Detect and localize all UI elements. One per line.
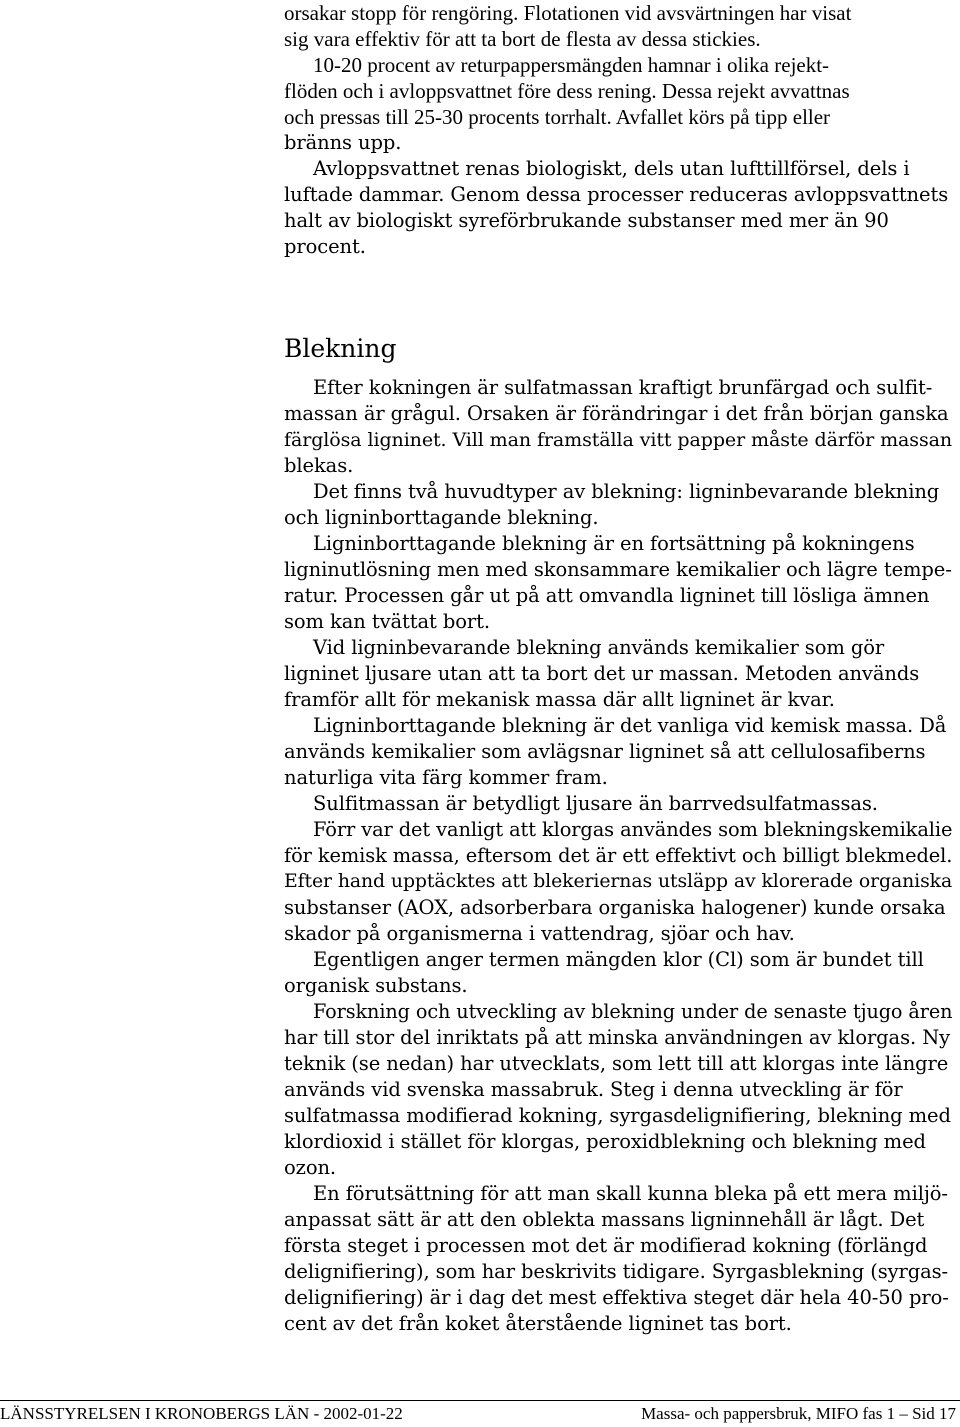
text-line: sulfatmassa modifierad kokning, syrgasdelignifiering, blekning med (284, 1104, 951, 1127)
text-line: cent av det från koket återstående ligninet tas bort. (284, 1312, 792, 1335)
text-line: substanser (AOX, adsorberbara organiska halogener) kunde orsaka (284, 896, 946, 919)
text-line: Avloppsvattnet renas biologiskt, dels utan lufttillförsel, dels i (313, 157, 910, 180)
text-line: klordioxid i stället för klorgas, peroxidblekning och blekning med (284, 1130, 926, 1153)
text-line: färglösa ligninet. Vill man framställa vitt papper måste därför massan (284, 429, 953, 451)
text-line: och ligninborttagande blekning. (284, 506, 599, 529)
text-line: sig vara effektiv för att ta bort de flesta av dessa stickies. (284, 27, 761, 51)
text-line: 10-20 procent av returpappersmängden hamnar i olika rejekt- (313, 53, 830, 77)
text-line: massan är grågul. Orsaken är förändringar i det från början ganska (284, 402, 949, 425)
footer-left-text: LÄNSSTYRELSEN I KRONOBERGS LÄN - 2002-01-22 (0, 1404, 403, 1423)
text-line: anpassat sätt är att den oblekta massans ligninnehåll är lågt. Det (284, 1208, 925, 1231)
text-line: används vid svenska massabruk. Steg i denna utveckling är för (284, 1078, 903, 1101)
text-line: har till stor del inriktats på att minska användningen av klorgas. Ny (284, 1026, 951, 1049)
text-line: luftade dammar. Genom dessa processer reduceras avloppsvattnets (284, 183, 949, 206)
text-line: teknik (se nedan) har utvecklats, som lett till att klorgas inte längre (284, 1052, 949, 1075)
footer-right-text: Massa- och pappersbruk, MIFO fas 1 – Sid 17 (641, 1404, 956, 1423)
text-line: delignifiering), som har beskrivits tidigare. Syrgasblekning (syrgas- (284, 1260, 949, 1283)
section-heading: Blekning (284, 334, 397, 363)
intro-text (284, 0, 956, 260)
page-footer (0, 1403, 960, 1425)
text-line: Det finns två huvudtyper av blekning: ligninbevarande blekning (313, 480, 940, 503)
text-line: Vid ligninbevarande blekning används kemikalier som gör (313, 636, 885, 659)
text-line: första steget i processen mot det är modifierad kokning (förlängd (284, 1234, 928, 1257)
text-line: ozon. (284, 1156, 337, 1179)
text-line: som kan tvättat bort. (284, 610, 490, 633)
text-line: skador på organismerna i vattendrag, sjöar och hav. (284, 922, 795, 945)
text-line: Förr var det vanligt att klorgas användes som blekningskemikalie (313, 818, 953, 841)
text-line: Forskning och utveckling av blekning under de senaste tjugo åren (313, 1000, 953, 1023)
text-line: En förutsättning för att man skall kunna bleka på ett mera miljö- (313, 1182, 948, 1205)
text-line: organisk substans. (284, 974, 468, 997)
text-line: Ligninborttagande blekning är det vanliga vid kemisk massa. Då (313, 714, 947, 737)
text-line: Ligninborttagande blekning är en fortsättning på kokningens (313, 532, 915, 555)
text-line: bränns upp. (284, 131, 402, 154)
text-line: orsakar stopp för rengöring. Flotationen vid avsvärtningen har visat (284, 1, 852, 25)
text-line: halt av biologiskt syreförbrukande substanser med mer än 90 (284, 209, 889, 232)
footer-divider (0, 1400, 960, 1401)
text-line: och pressas till 25-30 procents torrhalt. Avfallet körs på tipp eller (284, 105, 831, 129)
text-line: för kemisk massa, eftersom det är ett effektivt och billigt blekmedel. (284, 844, 953, 867)
text-line: delignifiering) är i dag det mest effektiva steget där hela 40-50 pro- (284, 1286, 949, 1309)
text-line: Sulfitmassan är betydligt ljusare än barrvedsulfatmassas. (313, 792, 878, 815)
text-line: naturliga vita färg kommer fram. (284, 766, 608, 789)
text-line: ratur. Processen går ut på att omvandla ligninet till lösliga ämnen (284, 584, 930, 607)
text-line: Efter kokningen är sulfatmassan kraftigt brunfärgad och sulfit- (313, 376, 933, 399)
text-line: framför allt för mekanisk massa där allt ligninet är kvar. (284, 688, 835, 711)
text-line: Egentligen anger termen mängden klor (Cl) som är bundet till (313, 948, 924, 971)
text-line: procent. (284, 235, 366, 258)
text-line: ligninutlösning men med skonsammare kemikalier och lägre tempe- (284, 558, 952, 581)
text-line: ligninet ljusare utan att ta bort det ur massan. Metoden används (284, 662, 920, 685)
text-line: blekas. (284, 454, 354, 477)
text-line: används kemikalier som avlägsnar ligninet så att cellulosafiberns (284, 740, 926, 763)
text-line: Efter hand upptäcktes att blekeriernas utsläpp av klorerade organiska (284, 871, 953, 892)
text-line: flöden och i avloppsvattnet före dess rening. Dessa rejekt avvattnas (284, 79, 850, 103)
section-body (284, 375, 956, 1337)
